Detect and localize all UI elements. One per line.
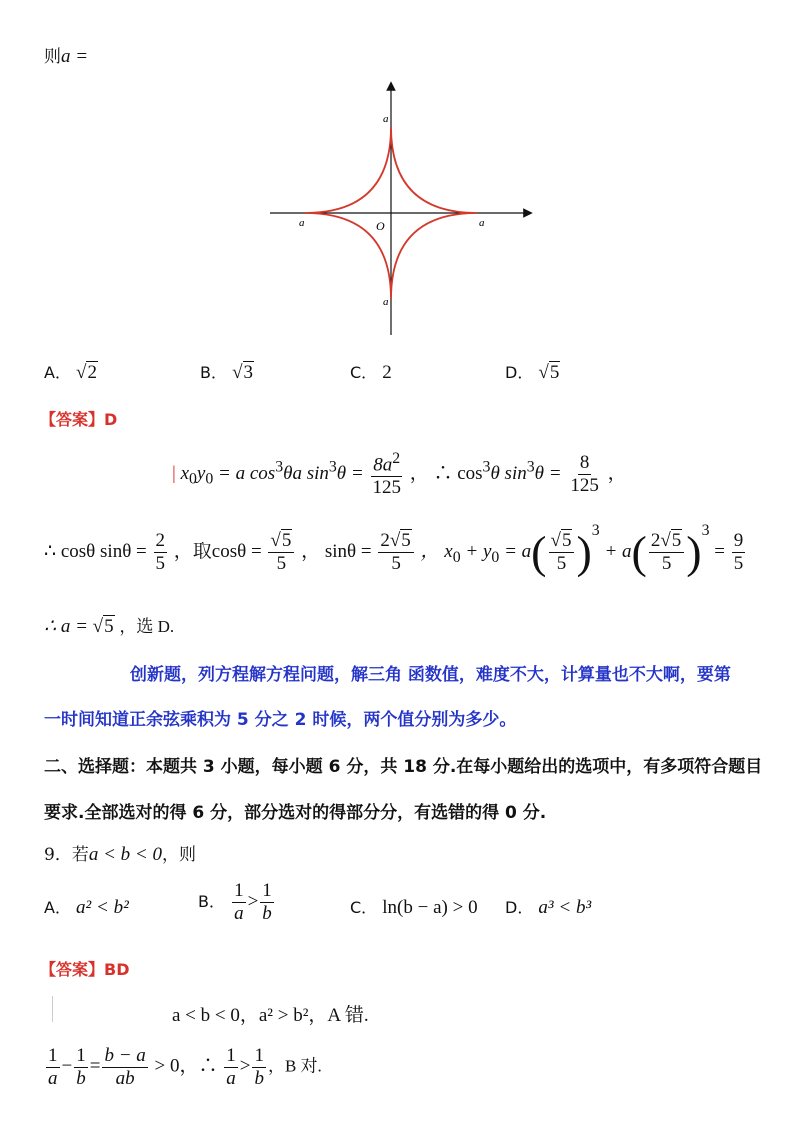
eq-acos: = a cos bbox=[218, 462, 276, 484]
den-125-b: 125 bbox=[570, 475, 599, 496]
gt2: > bbox=[239, 1055, 251, 1077]
minus: − bbox=[61, 1055, 73, 1077]
gt: > bbox=[247, 890, 259, 912]
q9-stem bbox=[44, 840, 196, 866]
den-5-f: 5 bbox=[733, 553, 744, 575]
label-a-left: a bbox=[299, 217, 305, 229]
option-a-value: √2 bbox=[76, 362, 97, 383]
red-marker: | bbox=[172, 462, 176, 484]
answer-9: 【答案】BD bbox=[40, 960, 130, 979]
y-var: y bbox=[196, 462, 206, 484]
cube4: 3 bbox=[526, 458, 535, 476]
gt0-therefore: > 0，∴ bbox=[154, 1055, 218, 1077]
option-c-label: C． bbox=[350, 363, 378, 382]
eq: = bbox=[89, 1055, 101, 1077]
label-origin: O bbox=[376, 219, 385, 233]
rad5-b: 5 bbox=[401, 530, 411, 552]
sq: 2 bbox=[392, 450, 401, 467]
q9-frac-1b bbox=[260, 880, 274, 925]
sol9-frac-1b bbox=[74, 1045, 88, 1090]
eq-final: = bbox=[714, 541, 725, 562]
q9-frac-1a bbox=[232, 880, 246, 925]
frac-2-5 bbox=[154, 530, 168, 575]
rad5: 5 bbox=[281, 530, 292, 552]
q8-option-b bbox=[200, 360, 254, 384]
den-5-d: 5 bbox=[556, 553, 567, 575]
solution8-line2: ∴ cosθ sinθ = $\frac{2}{5}$ ，取cosθ = $\frac{√5}{5}$ ， sinθ = $\frac{2√5}{5}$ ， $x_0 + y_0 = a$( $\frac{√5}{5}$ )$^3$ + a( $\frac{2√5}{5}$ )$^3$ = $\frac{9}{5}$ bbox=[44, 522, 744, 578]
q9-d-label: D． bbox=[505, 898, 534, 917]
s-one-b: 1 bbox=[76, 1045, 86, 1066]
sub0-d: 0 bbox=[491, 548, 500, 566]
then-text: 则 bbox=[44, 47, 61, 67]
cube2: 3 bbox=[328, 458, 337, 476]
answer-8: 【答案】D bbox=[40, 410, 118, 429]
q8-option-c bbox=[350, 360, 392, 384]
num-2: 2 bbox=[155, 530, 166, 552]
sin-eq: ， sinθ = bbox=[301, 541, 372, 562]
then-a-line bbox=[44, 42, 88, 68]
q9-d-expr: a³ < b³ bbox=[538, 897, 592, 918]
frac-2sqrt5-5-b: $\frac{2√5}{5}$ bbox=[649, 530, 684, 575]
section2-line1: 二、选择题：本题共 3 小题，每小题 6 分，共 18 分.在每小题给出的选项中，有多项符合题目 bbox=[44, 757, 763, 777]
sol9-frac-1a bbox=[46, 1045, 60, 1090]
q9-c-expr: ln(b − a) > 0 bbox=[382, 897, 478, 918]
s-den-b2: b bbox=[254, 1067, 264, 1089]
num-8a: 8a bbox=[373, 454, 393, 476]
solution9-line1: a < b < 0，a² > b²，A 错. bbox=[172, 1005, 369, 1026]
take-cos: ，取cosθ = bbox=[173, 541, 262, 562]
s-den-a: a bbox=[48, 1067, 58, 1089]
theta-a-sin: θa sin bbox=[283, 462, 329, 484]
frac-8a2-125 bbox=[370, 450, 403, 499]
sub0: 0 bbox=[189, 470, 197, 488]
q9-a-expr: a² < b² bbox=[76, 897, 129, 918]
x-var: x bbox=[180, 462, 189, 484]
therefore-a: ∴ a = bbox=[44, 616, 88, 637]
q9-c-label: C． bbox=[350, 898, 378, 917]
solution8-line1 bbox=[172, 450, 627, 499]
q9-condition: a < b < 0 bbox=[88, 844, 162, 865]
option-a-label: A． bbox=[44, 363, 71, 382]
x0: ， x bbox=[420, 541, 453, 562]
option-d-radicand: 5 bbox=[549, 362, 560, 383]
one-b: 1 bbox=[262, 880, 272, 901]
option-a-radicand: 2 bbox=[87, 362, 97, 383]
num-bma: b − a bbox=[104, 1045, 146, 1066]
q8-option-a bbox=[44, 360, 98, 384]
solution8-line3: ∴ a = √5 ，选 D. bbox=[44, 616, 175, 637]
eq-a: = a bbox=[499, 541, 532, 562]
solution9-line2 bbox=[44, 1045, 322, 1090]
s-den-b: b bbox=[76, 1067, 86, 1089]
rad5-c: 5 bbox=[561, 530, 572, 552]
s-one-a: 1 bbox=[48, 1045, 58, 1066]
frac-sqrt5-5-b: $\frac{√5}{5}$ bbox=[549, 530, 575, 575]
cube5: 3 bbox=[591, 522, 600, 539]
frac-9-5 bbox=[732, 530, 746, 575]
astroid-figure bbox=[260, 80, 540, 345]
theta-eq: θ = bbox=[336, 462, 364, 484]
b-right: ，B 对. bbox=[267, 1056, 322, 1076]
sol9-frac-bma-ab bbox=[102, 1045, 147, 1090]
s-den-a2: a bbox=[226, 1067, 236, 1089]
label-a-bottom: a bbox=[383, 296, 389, 308]
one-a: 1 bbox=[234, 880, 244, 901]
q9-b-label: B． bbox=[198, 891, 225, 911]
therefore-cos: ∴ cos bbox=[433, 462, 483, 484]
num-9: 9 bbox=[733, 530, 744, 552]
sol9-frac-1a-b bbox=[224, 1045, 238, 1090]
comment-line1: 创新题，列方程解方程问题，解三角 函数值，难度不大，计算量也不大啊，要第 bbox=[130, 665, 731, 685]
option-b-value: √3 bbox=[232, 362, 254, 383]
den-ab: ab bbox=[115, 1067, 135, 1089]
a-equals: a = bbox=[61, 46, 89, 67]
den-5: 5 bbox=[155, 553, 166, 575]
sub0-b: 0 bbox=[205, 470, 214, 488]
rad5-e: 5 bbox=[104, 616, 114, 637]
frac-2sqrt5-5: $\frac{2√5}{5}$ bbox=[378, 530, 413, 575]
cube3: 3 bbox=[482, 458, 491, 476]
option-b-radicand: 3 bbox=[243, 362, 254, 383]
label-a-top: a bbox=[383, 113, 389, 125]
den-125: 125 bbox=[372, 477, 401, 499]
cos-sin-eq: ∴ cosθ sinθ = bbox=[44, 541, 147, 562]
label-a-right: a bbox=[479, 217, 485, 229]
comma2: ， bbox=[607, 462, 627, 484]
comma1: ， bbox=[409, 462, 429, 484]
cube1: 3 bbox=[275, 458, 284, 476]
section2-line2: 要求.全部选对的得 6 分，部分选对的得部分分，有选错的得 0 分. bbox=[44, 803, 547, 823]
den-b: b bbox=[262, 902, 272, 924]
q9-a-label: A． bbox=[44, 898, 71, 917]
choose-d: ，选 D. bbox=[119, 617, 175, 636]
theta-eq-2: θ = bbox=[534, 462, 562, 484]
sol9-frac-1b-b bbox=[252, 1045, 266, 1090]
q9-option-d bbox=[505, 895, 591, 919]
s-one-a2: 1 bbox=[226, 1045, 236, 1066]
two: 2 bbox=[380, 530, 390, 552]
comment-line2: 一时间知道正余弦乘积为 5 分之 2 时候，两个值分别为多少。 bbox=[44, 710, 517, 730]
den-5-c: 5 bbox=[391, 553, 401, 575]
q9-option-c bbox=[350, 895, 478, 919]
option-b-label: B． bbox=[200, 363, 227, 382]
q8-option-d bbox=[505, 360, 560, 384]
cube6: 3 bbox=[701, 522, 710, 539]
q9-option-b bbox=[198, 880, 276, 925]
den-5-e: 5 bbox=[661, 553, 672, 575]
q9-then: ，则 bbox=[161, 845, 196, 865]
two-b: 2 bbox=[650, 530, 661, 552]
frac-8-125 bbox=[568, 452, 601, 497]
option-c-value: 2 bbox=[382, 362, 392, 383]
option-d-value: √5 bbox=[538, 362, 560, 383]
option-d-label: D． bbox=[505, 363, 534, 382]
frac-sqrt5-5: $\frac{√5}{5}$ bbox=[268, 530, 294, 575]
den-5-b: 5 bbox=[276, 553, 287, 575]
den-a: a bbox=[234, 902, 244, 924]
faint-marker bbox=[52, 996, 53, 1022]
plus-a: + a bbox=[604, 541, 632, 562]
rad5-d: 5 bbox=[671, 530, 682, 552]
q9-option-a bbox=[44, 895, 129, 919]
plus-y: + y bbox=[460, 541, 492, 562]
q9-num: 9．若 bbox=[44, 845, 89, 865]
num-8: 8 bbox=[579, 452, 590, 474]
s-one-b2: 1 bbox=[254, 1045, 264, 1066]
sub0-c: 0 bbox=[452, 548, 461, 566]
theta-sin: θ sin bbox=[490, 462, 527, 484]
